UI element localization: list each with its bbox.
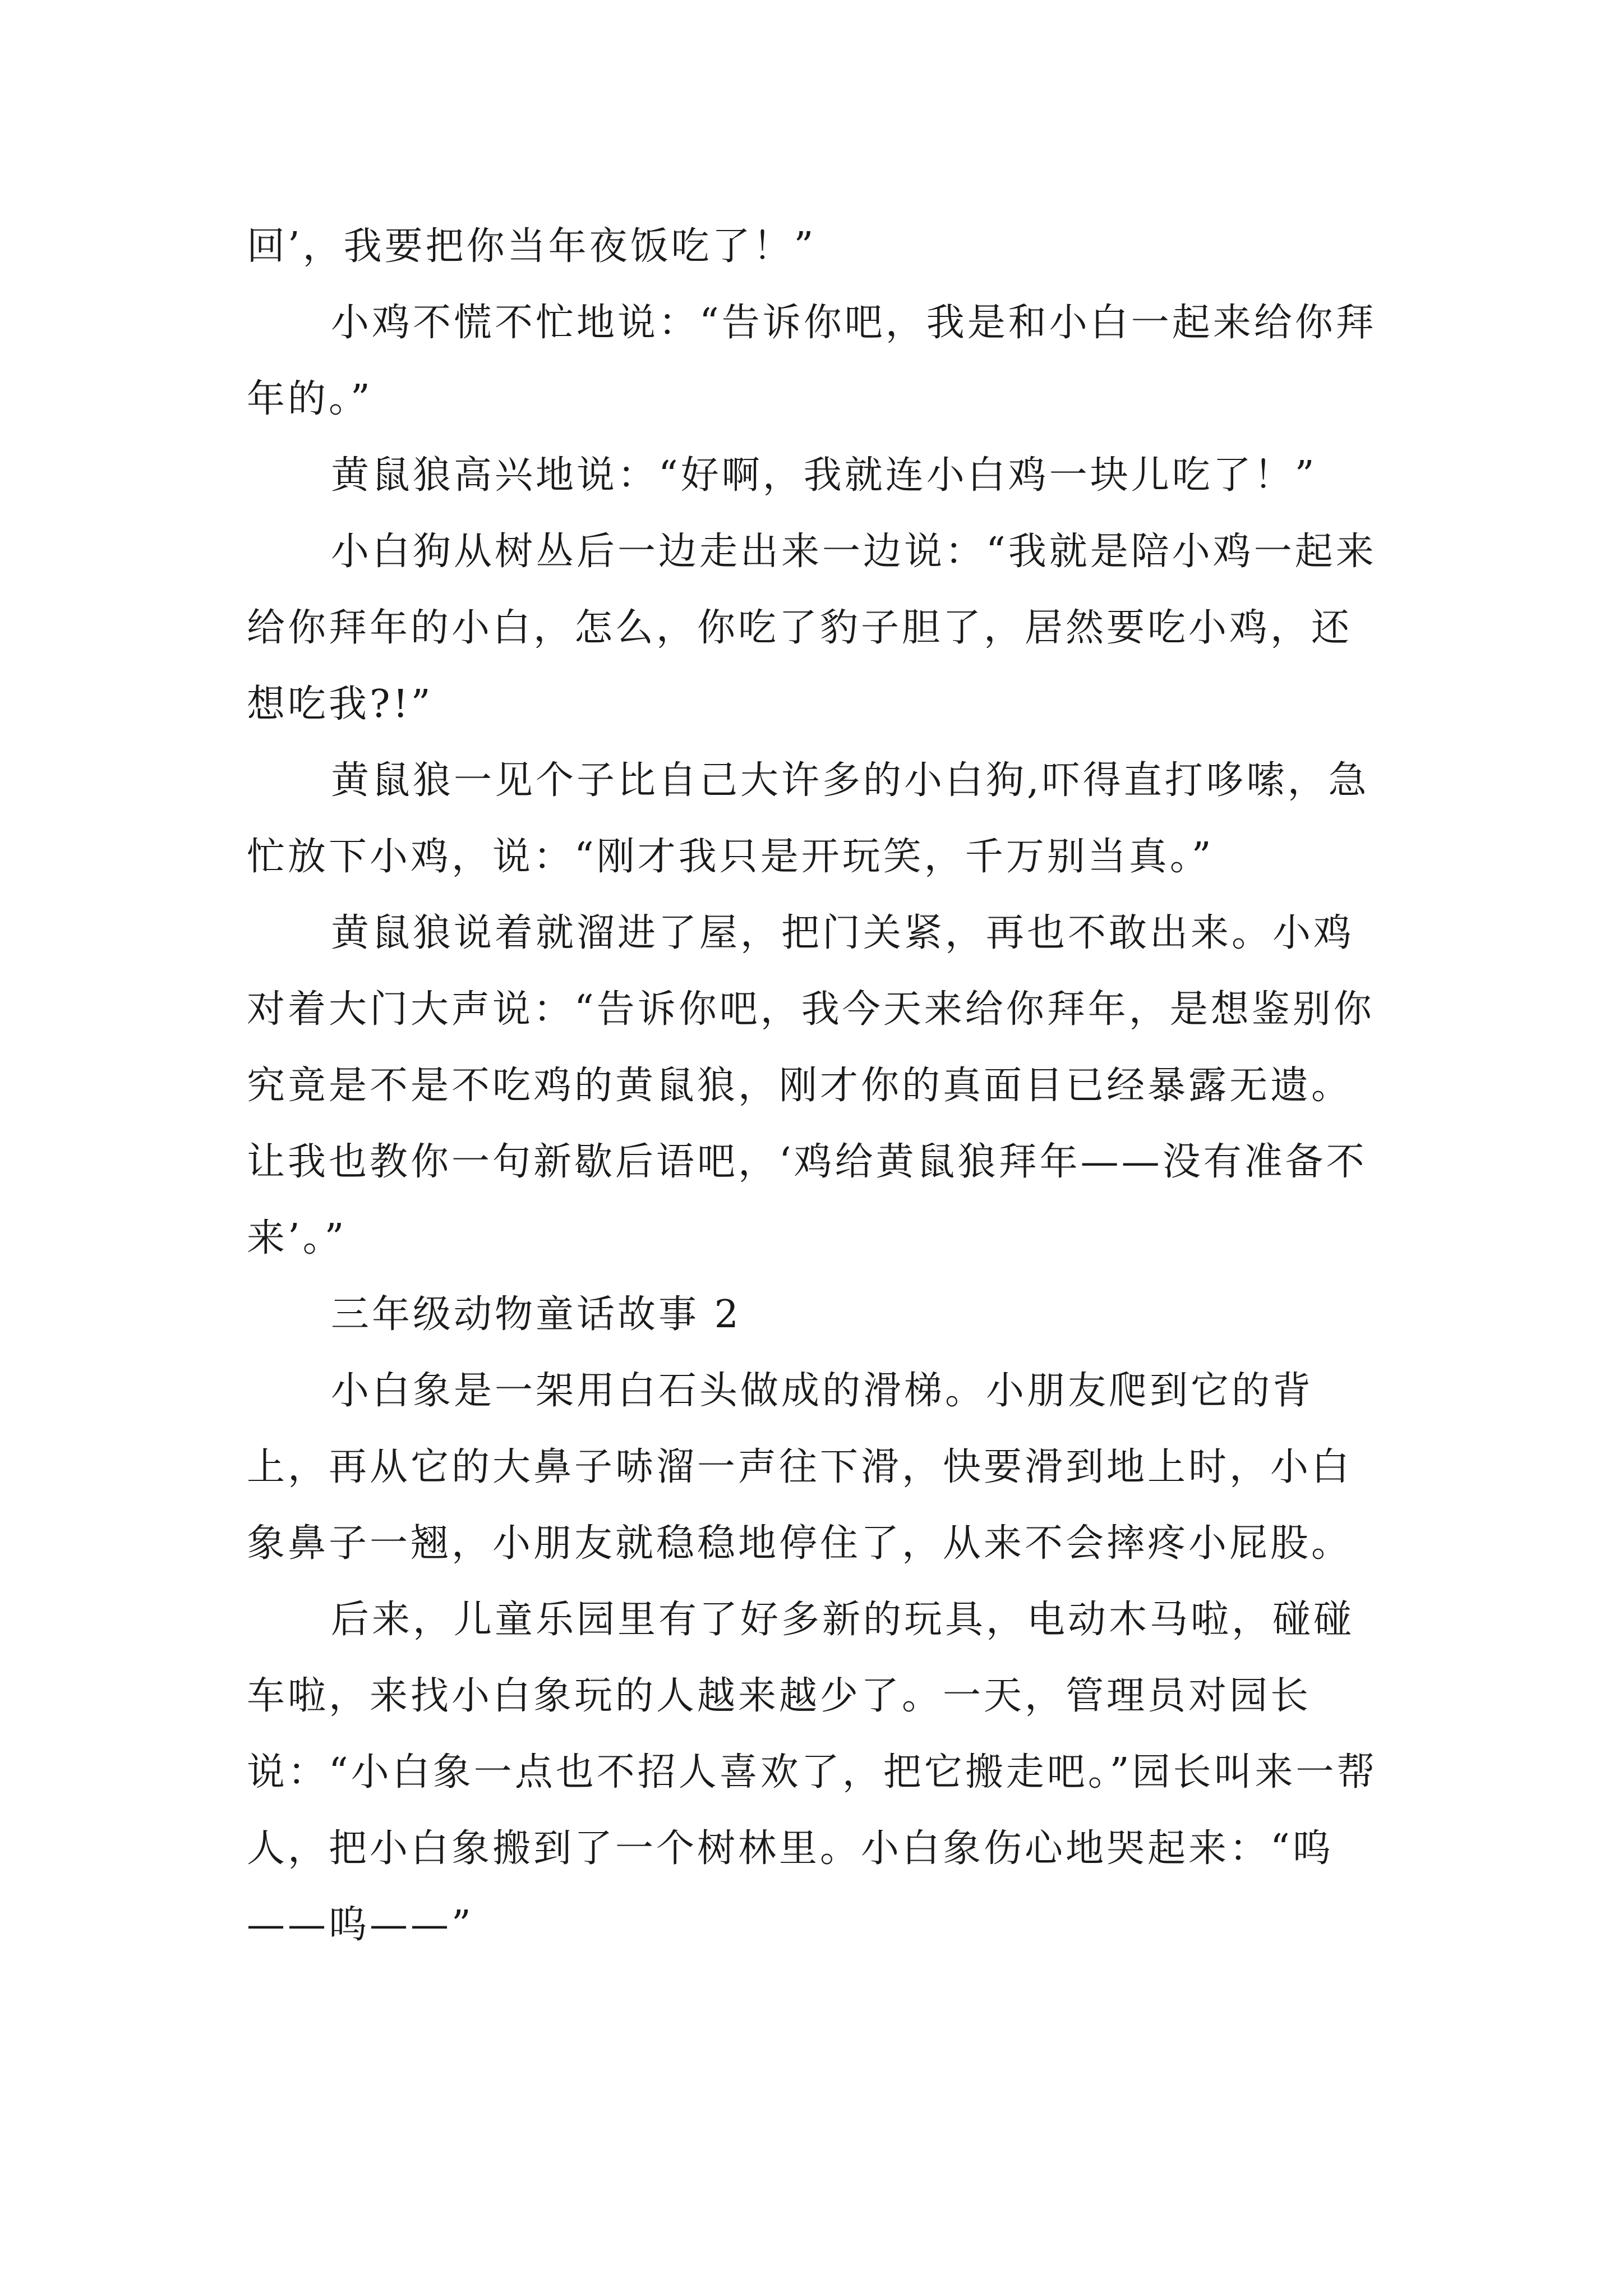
paragraph: 后来，儿童乐园里有了好多新的玩具，电动木马啦，碰碰车啦，来找小白象玩的人越来越少了。一天，管理员对园长说：“小白象一点也不招人喜欢了，把它搬走吧。”园长叫来一帮人，把小白象搬到了一个树林里。小白象伤心地哭起来：“呜——呜——” — [247, 1598, 1378, 1947]
paragraph: 黄鼠狼高兴地说：“好啊，我就连小白鸡一块儿吃了！” — [331, 453, 1317, 498]
paragraph: 小白狗从树丛后一边走出来一边说：“我就是陪小鸡一起来给你拜年的小白，怎么，你吃了豹子胆了，居然要吃小鸡，还想吃我?!” — [247, 530, 1377, 726]
paragraph: 黄鼠狼一见个子比自己大许多的小白狗,吓得直打哆嗦，急忙放下小鸡，说：“刚才我只是开玩笑，千万别当真。” — [247, 758, 1370, 879]
section-heading: 三年级动物童话故事 2 — [331, 1292, 741, 1337]
document-body — [247, 209, 1391, 1963]
paragraph: 黄鼠狼说着就溜进了屋，把门关紧，再也不敢出来。小鸡对着大门大声说：“告诉你吧，我今天来给你拜年，是想鉴别你究竟是不是不吃鸡的黄鼠狼，刚才你的真面目已经暴露无遗。让我也教你一句新歇后语吧，‘鸡给黄鼠狼拜年——没有准备不来’。” — [247, 911, 1375, 1260]
paragraph-continuation: 回’，我要把你当年夜饭吃了！” — [247, 224, 817, 269]
paragraph: 小白象是一架用白石头做成的滑梯。小朋友爬到它的背上，再从它的大鼻子哧溜一声往下滑，快要滑到地上时，小白象鼻子一翘，小朋友就稳稳地停住了，从来不会摔疼小屁股。 — [247, 1369, 1353, 1566]
paragraph: 小鸡不慌不忙地说：“告诉你吧，我是和小白一起来给你拜年的。” — [247, 301, 1377, 421]
